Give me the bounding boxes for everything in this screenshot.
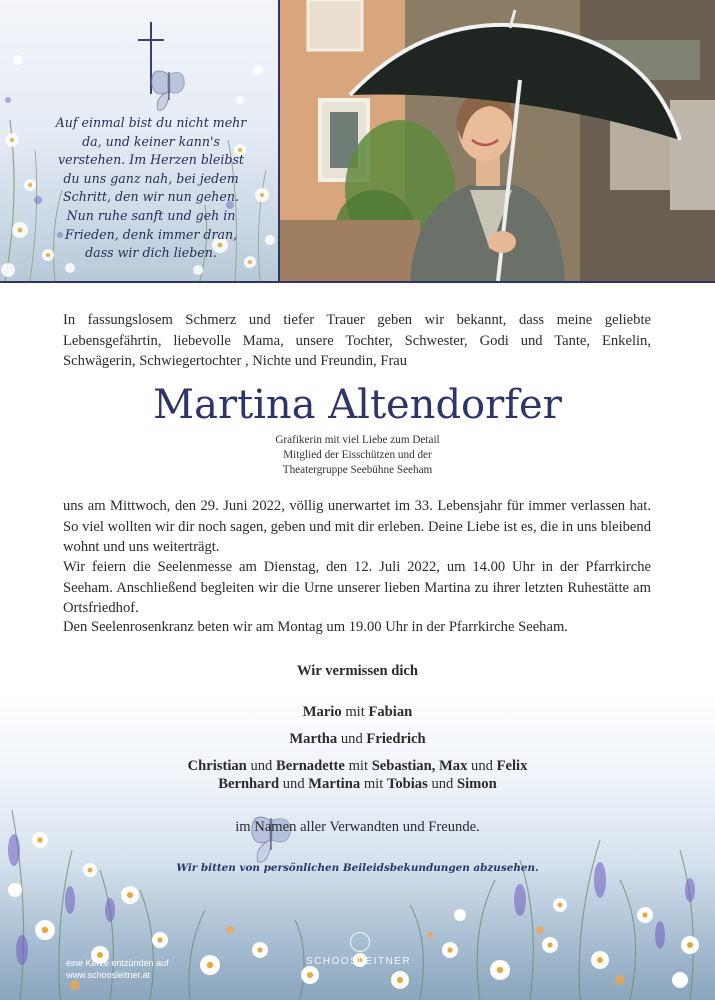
mourner-name: Christian bbox=[187, 758, 247, 774]
connector-word: und bbox=[471, 758, 493, 774]
mourner-line bbox=[0, 729, 715, 749]
mourner-line bbox=[0, 774, 715, 794]
website-link[interactable]: www.schoosleitner.at bbox=[66, 970, 151, 980]
rosary-details: Den Seelenrosenkranz beten wir am Montag um 19.00 Uhr in der Pfarrkirche Seeham. bbox=[63, 619, 568, 635]
mourner-line bbox=[0, 702, 715, 722]
mourner-name: Fabian bbox=[368, 704, 413, 720]
poem bbox=[46, 114, 256, 263]
mourner-name: Mario bbox=[302, 704, 342, 720]
mourner-name: Friedrich bbox=[366, 731, 426, 747]
poem-line: Nun ruhe sanft und geh in bbox=[66, 207, 236, 223]
connector-word: mit bbox=[348, 758, 369, 774]
connector-word: mit bbox=[345, 704, 365, 720]
miss-heading-text: Wir vermissen dich bbox=[296, 663, 419, 679]
description-line: Grafikerin mit viel Liebe zum Detail bbox=[275, 434, 440, 446]
candle-link[interactable] bbox=[66, 957, 169, 981]
death-announcement: uns am Mittwoch, den 29. Juni 2022, völlig unerwartet im 33. Lebensjahr für immer verlassen hat. So viel wollten wir dir noch sagen, geben und mit dir erleben. Deine Liebe ist es, die in uns bleibend wohnt und uns weiterträgt. bbox=[63, 498, 651, 555]
deceased-name: Martina Altendorfer bbox=[153, 382, 562, 428]
intro-text: In fassungslosem Schmerz und tiefer Trauer geben wir bekannt, dass meine geliebte Lebensgefährtin, liebevolle Mama, unsere Tochter, Schwester, Godi und Tante, Enkelin, Schwägerin, Schwiegertochter , Nichte und Freundin, Frau bbox=[63, 312, 651, 369]
portrait-photo bbox=[280, 0, 715, 281]
poem-line: da, und keiner kann's bbox=[82, 133, 220, 149]
mourner-name: Martha bbox=[289, 731, 338, 747]
mourner-line bbox=[0, 756, 715, 776]
butterfly-icon bbox=[148, 64, 190, 114]
connector-word: und bbox=[431, 776, 454, 792]
logo-rose-icon bbox=[350, 932, 370, 952]
poem-panel bbox=[0, 0, 278, 281]
poem-line: Auf einmal bist du nicht mehr bbox=[55, 115, 247, 130]
deceased-description bbox=[0, 433, 715, 478]
mourner-name: Bernadette bbox=[276, 758, 345, 774]
description-line: Theatergruppe Seebühne Seeham bbox=[282, 464, 433, 476]
on-behalf-line bbox=[0, 817, 715, 837]
poem-line: du uns ganz nah, bei jedem bbox=[63, 170, 239, 186]
connector-word: und bbox=[282, 776, 305, 792]
mourner-name: Tobias bbox=[386, 776, 428, 792]
mourner-name: Bernhard bbox=[218, 776, 280, 792]
on-behalf-text: im Namen aller Verwandten und Freunde. bbox=[235, 819, 480, 835]
mourner-name: Simon bbox=[456, 776, 497, 792]
mourner-name: Sebastian, Max bbox=[371, 758, 468, 774]
connector-word: und bbox=[340, 731, 363, 747]
woman-with-umbrella-portrait-image bbox=[280, 0, 715, 281]
condolence-notice: Wir bitten von persönlichen Beileidsbekundungen abzusehen. bbox=[176, 862, 539, 874]
poem-line: dass wir dich lieben. bbox=[85, 245, 217, 261]
poem-line: Schritt, den wir nun gehen. bbox=[63, 189, 239, 205]
candle-text: eine Kerze entzünden auf bbox=[66, 958, 169, 968]
connector-word: und bbox=[250, 758, 273, 774]
mourner-name: Felix bbox=[496, 758, 528, 774]
service-details: Wir feiern die Seelenmesse am Dienstag, den 12. Juli 2022, um 14.00 Uhr in der Pfarrkirche Seeham. Anschließend begleiten wir die Urne unserer lieben Martina zu ihrer letzten Ruhestätte am Ortsfriedhof. bbox=[63, 559, 651, 616]
miss-heading bbox=[0, 661, 715, 681]
logo-text: SCHOOSLEITNER bbox=[306, 956, 412, 967]
description-line: Mitglied der Eisschützen und der bbox=[283, 449, 432, 461]
mourner-name: Martina bbox=[308, 776, 361, 792]
connector-word: mit bbox=[363, 776, 384, 792]
poem-line: Frieden, denk immer dran, bbox=[64, 226, 238, 242]
horizontal-divider bbox=[0, 281, 715, 283]
funeral-home-logo bbox=[306, 932, 410, 982]
poem-line: verstehen. Im Herzen bleibst bbox=[58, 152, 244, 168]
